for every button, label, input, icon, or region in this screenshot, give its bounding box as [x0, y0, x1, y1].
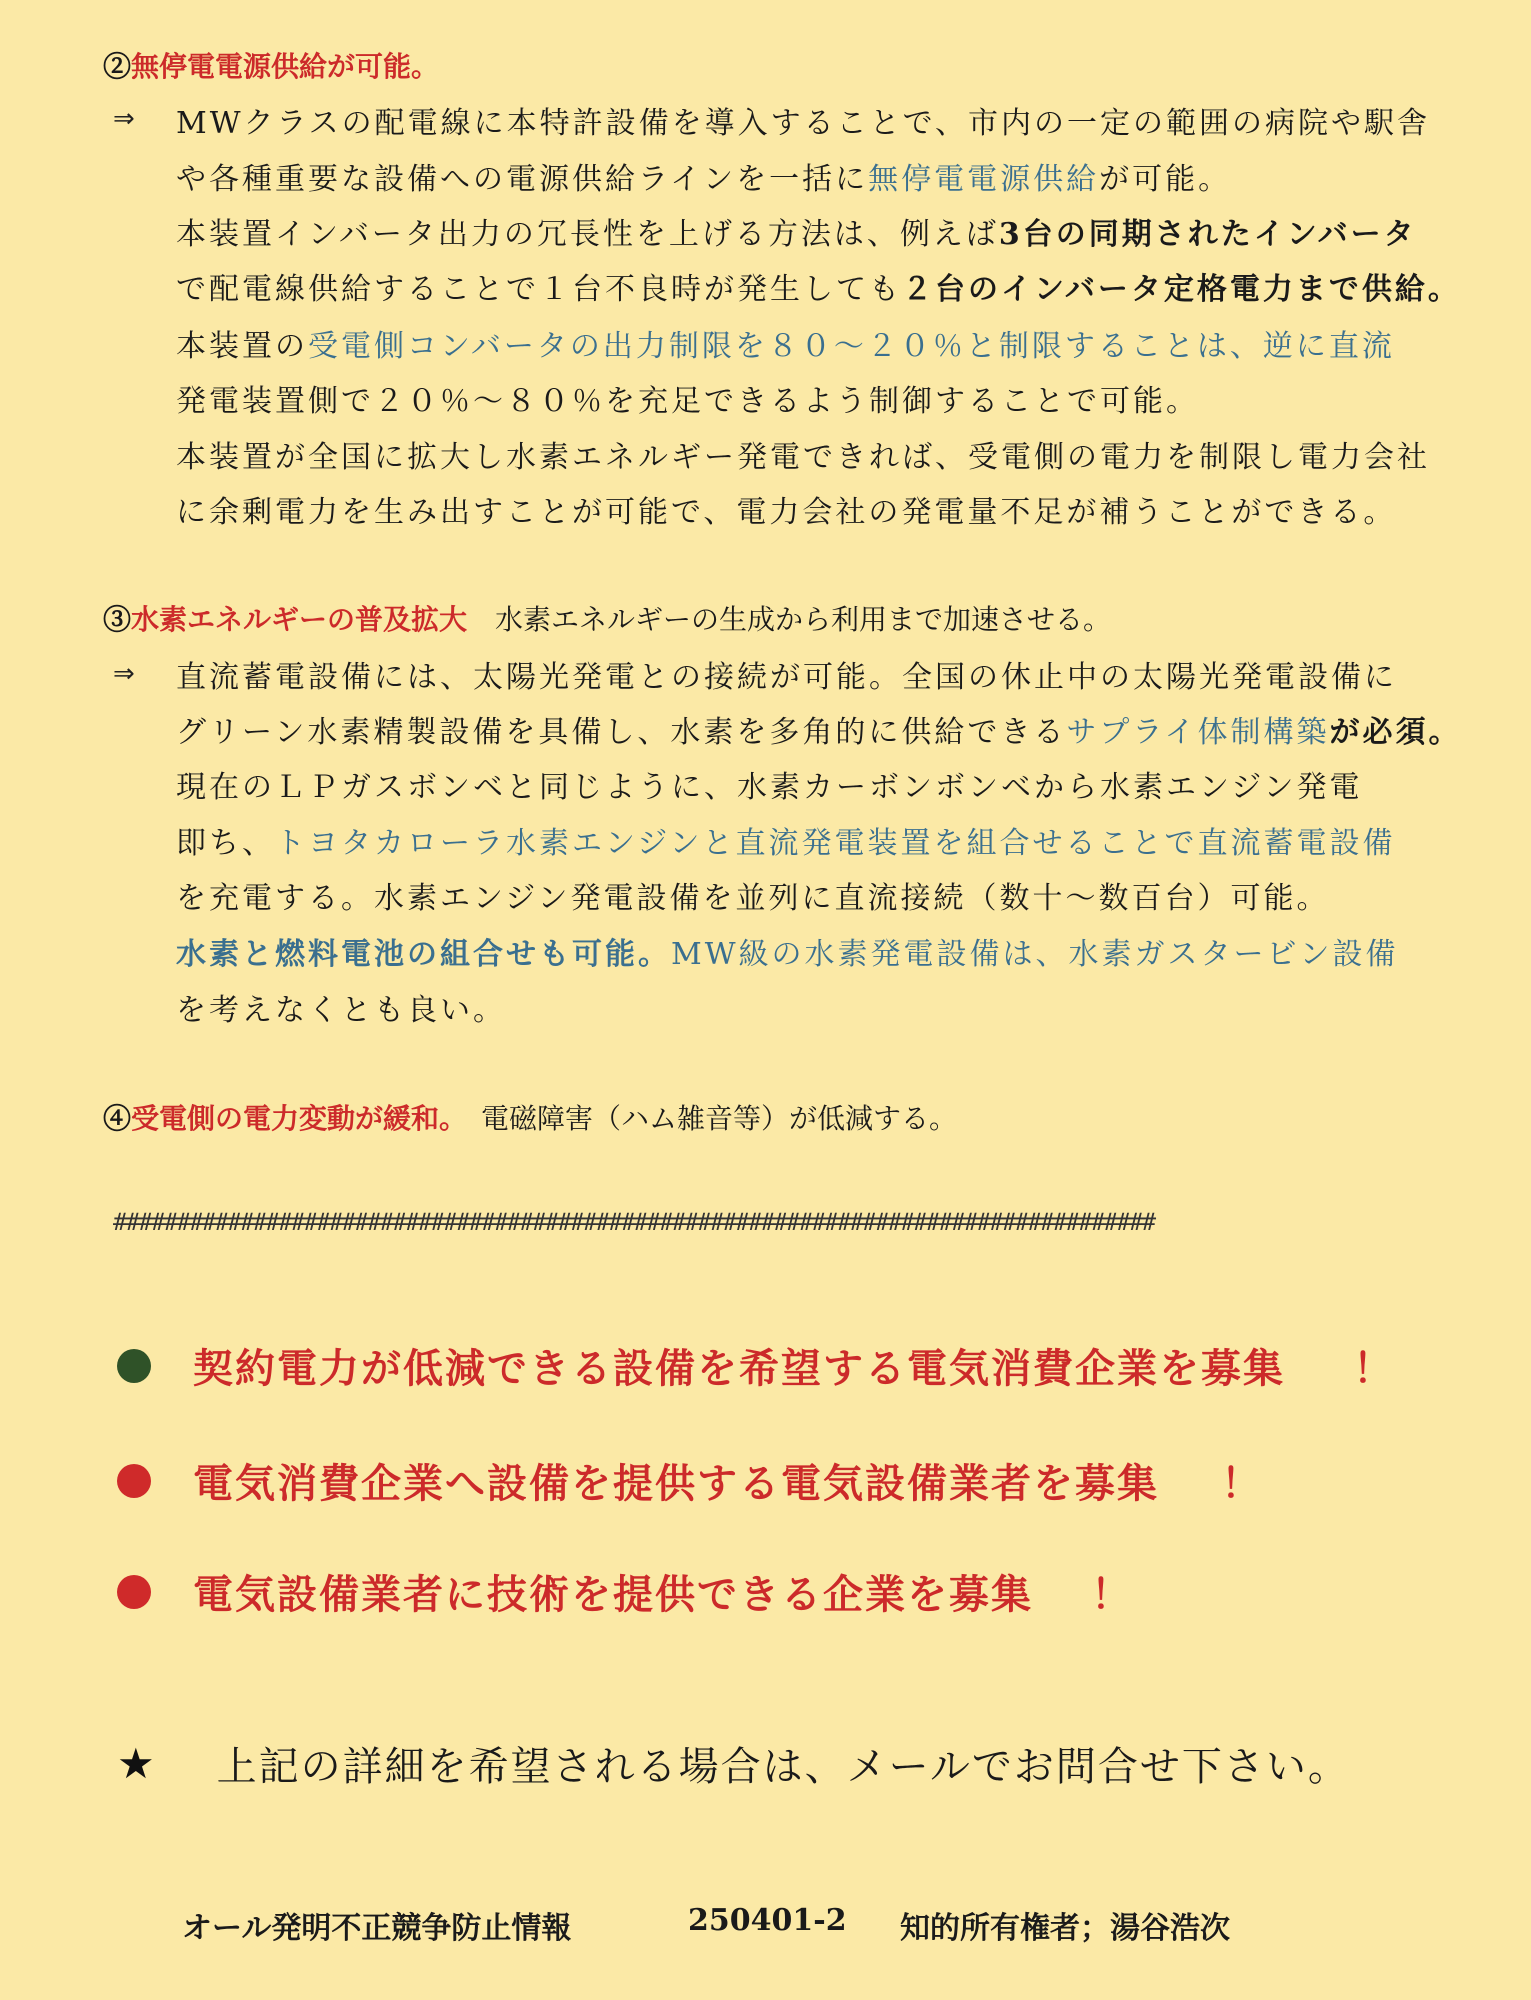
- contact-line: [117, 1735, 1350, 1792]
- exclamation-2: ！: [1221, 1460, 1261, 1507]
- section2-number: ②: [103, 50, 132, 83]
- section3-line4: 即ち、トヨタカローラ水素エンジンと直流発電装置を組合せることで直流蓄電設備: [176, 826, 1396, 861]
- section4-subtitle: 電磁障害（ハム雑音等）が低減する。: [453, 1102, 958, 1135]
- recruit-text-3: 電気設備業者に技術を提供できる企業を募集: [193, 1571, 1033, 1618]
- section2-line2: や各種重要な設備への電源供給ラインを一括に無停電電源供給が可能。: [176, 162, 1232, 197]
- section3-number: ③: [103, 603, 132, 636]
- section3-line7: を考えなくとも良い。: [176, 993, 506, 1028]
- section2-line7: 本装置が全国に拡大し水素エネルギー発電できれば、受電側の電力を制限し電力会社: [176, 440, 1430, 475]
- section2-line3: 本装置インバータ出力の冗長性を上げる方法は、例えば3台の同期されたインバータ: [176, 217, 1417, 252]
- recruit-bullet-3: [117, 1563, 1131, 1620]
- recruit-bullet-1: [117, 1337, 1393, 1394]
- section2-line4: で配電線供給することで１台不良時が発生しても２台のインバータ定格電力まで供給。: [176, 272, 1461, 307]
- section3-title: 水素エネルギーの普及拡大: [131, 603, 468, 636]
- green-dot-icon: [117, 1349, 151, 1383]
- section4-title: 受電側の電力変動が緩和。: [131, 1102, 454, 1135]
- section3-subtitle: 水素エネルギーの生成から利用まで加速させる。: [467, 603, 1112, 636]
- section2-highlight-ups: 無停電電源供給: [868, 162, 1100, 197]
- exclamation-1: ！: [1353, 1345, 1393, 1392]
- recruit-bullet-2: [117, 1452, 1261, 1509]
- section2-line5: 本装置の受電側コンバータの出力制限を８０～２０％と制限することは、逆に直流: [176, 329, 1395, 364]
- recruit-text-2: 電気消費企業へ設備を提供する電気設備業者を募集: [193, 1460, 1159, 1507]
- section2-line8: に余剰電力を生み出すことが可能で、電力会社の発電量不足が補うことができる。: [176, 495, 1397, 530]
- section2-arrow-icon: ⇒: [113, 104, 135, 134]
- section3-arrow-icon: ⇒: [113, 659, 135, 689]
- section3-line1: 直流蓄電設備には、太陽光発電との接続が可能。全国の休止中の太陽光発電設備に: [176, 660, 1397, 695]
- recruit-text-1: 契約電力が低減できる設備を希望する電気消費企業を募集: [193, 1345, 1285, 1392]
- section3-line2: グリーン水素精製設備を具備し、水素を多角的に供給できるサプライ体制構築が必須。: [176, 715, 1462, 750]
- section3-heading: [103, 598, 1111, 638]
- section3-line6: 水素と燃料電池の組合せも可能。MW級の水素発電設備は、水素ガスタービン設備: [176, 937, 1399, 972]
- section2-line1: MWクラスの配電線に本特許設備を導入することで、市内の一定の範囲の病院や駅舎: [176, 106, 1431, 141]
- red-dot-icon: [117, 1575, 151, 1609]
- section3-line3: 現在のＬＰガスボンベと同じように、水素カーボンボンベから水素エンジン発電: [176, 770, 1363, 805]
- contact-text: 上記の詳細を希望される場合は、メールでお問合せ下さい。: [216, 1744, 1350, 1790]
- star-icon: ★: [117, 1739, 155, 1788]
- section4-number: ④: [103, 1102, 132, 1135]
- hash-separator: ##################################################################################: [113, 1208, 1155, 1236]
- section2-heading: [103, 45, 439, 85]
- red-dot-icon: [117, 1464, 151, 1498]
- exclamation-3: ！: [1091, 1571, 1131, 1618]
- footer-code: 250401-2: [688, 1903, 847, 1938]
- section4-heading: [103, 1097, 957, 1137]
- section2-line6: 発電装置側で２０％～８０％を充足できるよう制御することで可能。: [176, 384, 1199, 419]
- section2-title: 無停電電源供給が可能。: [131, 50, 440, 83]
- section3-line5: を充電する。水素エンジン発電設備を並列に直流接続（数十～数百台）可能。: [176, 881, 1330, 916]
- footer-owner: 知的所有権者；湯谷浩次: [900, 1911, 1230, 1946]
- footer-title: オール発明不正競争防止情報: [182, 1911, 572, 1946]
